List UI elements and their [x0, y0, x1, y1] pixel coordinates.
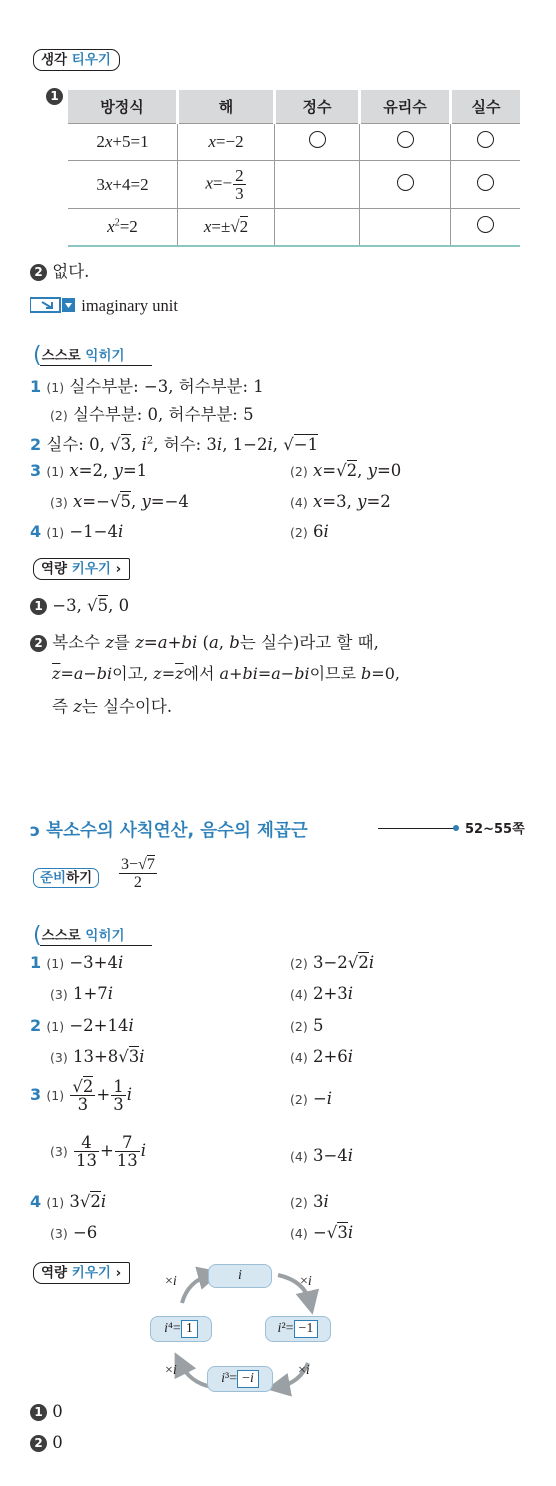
s2-answer-2-2: (2) 5 — [290, 1016, 324, 1035]
answer-3-3: (3) x=−√5, y=−4 — [50, 492, 189, 511]
s2-answer-3-4: (4) 3−4i — [290, 1146, 354, 1165]
ready-answer: $\frac{3-√7}{2}$ — [121, 856, 155, 891]
table-cell — [275, 209, 360, 247]
table-row — [68, 209, 520, 247]
self-practice-label-2: (스스로 익히기 — [33, 923, 125, 948]
underline-rule — [40, 945, 152, 946]
cycle-bottom: i³= −i — [207, 1366, 273, 1392]
title-rule — [378, 828, 454, 829]
s2-answer-1-3: (3) 1+7i — [50, 984, 114, 1003]
s2-answer-3-3: (3) $\frac{4}{13}$ + $\frac{7}{13}$ i — [50, 1133, 147, 1170]
table-cell — [360, 209, 451, 247]
s2-answer-1: 1 (1) −3+4i — [30, 953, 124, 972]
ability-2-line2: $\overline{z}=a-bi$이고, $z=\overline{z}$에서 a+bi=a−bi이므로 b=0, — [52, 664, 400, 683]
ability-2: 2 복소수 z를 z=a+bi (a, b는 실수)라고 할 때, — [30, 629, 379, 653]
cycle-top: i — [208, 1264, 272, 1288]
s2-answer-3: 3 (1) $\frac{√2}{3}$ + $\frac{1}{3}$ i — [30, 1077, 132, 1114]
imaginary-unit-line: imaginary unit — [30, 296, 178, 316]
ability-label-2: 역량 키우기 › — [33, 1262, 130, 1284]
cycle-left: i⁴= 1 — [150, 1316, 212, 1342]
page-range: 52~55쪽 — [465, 822, 525, 837]
mult-label-tl: ×i — [165, 1274, 177, 1289]
table-cell — [451, 124, 521, 161]
s2-answer-4: 4 (1) 3√2i — [30, 1192, 107, 1211]
s2-answer-4-2: (2) 3i — [290, 1192, 329, 1211]
classification-table — [68, 90, 520, 247]
table-header: 해 — [178, 90, 275, 124]
mult-label-br: ×i — [298, 1363, 310, 1378]
item-2: 2 없다. — [30, 258, 89, 282]
ability-label: 역량 키우기 › — [33, 558, 130, 580]
self-practice-label: (스스로 익히기 — [33, 343, 125, 368]
s2-answer-2: 2 (1) −2+14i — [30, 1016, 134, 1035]
pointer-icon — [30, 297, 76, 313]
s2-answer-4-3: (3) −6 — [50, 1223, 98, 1242]
section-icon: ᴐ — [30, 821, 41, 841]
ready-label: 준비하기 — [33, 868, 99, 888]
table-cell — [275, 124, 360, 161]
answer-2: 2 실수: 0, √3, $i^2$, 허수: 3i, 1−2i, √−1 — [30, 435, 319, 454]
table-cell — [451, 209, 521, 247]
answer-1: 1 (1) 실수부분: −3, 허수부분: 1 — [30, 377, 264, 396]
s2-answer-4-4: (4) −√3i — [290, 1223, 354, 1242]
table-cell: x=− $\frac{2}{3}$ — [178, 161, 275, 209]
s2-answer-2-4: (4) 2+6i — [290, 1047, 354, 1066]
answer-3: 3 (1) x=2, y=1 — [30, 461, 148, 480]
table-cell: 2x+5=1 — [68, 124, 178, 161]
table-header: 방정식 — [68, 90, 178, 124]
s2-ability-2: 2 0 — [30, 1433, 63, 1452]
answer-4: 4 (1) −1−4i — [30, 522, 124, 541]
table-cell: x=±√2 — [178, 209, 275, 247]
table-row — [68, 161, 520, 209]
ability-1: 1 −3, √5, 0 — [30, 596, 129, 615]
table-cell: $x^2=2$ — [68, 209, 178, 247]
table-row — [68, 124, 520, 161]
table-cell: x=−2 — [178, 124, 275, 161]
table-header: 실수 — [451, 90, 521, 124]
cycle-right: i²= −1 — [265, 1316, 331, 1342]
table-header: 유리수 — [360, 90, 451, 124]
s2-answer-1-2: (2) 3−2√2i — [290, 953, 375, 972]
underline-rule — [40, 365, 152, 366]
s2-answer-3-2: (2) −i — [290, 1089, 333, 1108]
answer-4-2: (2) 6i — [290, 522, 329, 541]
ability-2-line3: 즉 z는 실수이다. — [52, 697, 173, 716]
table-cell — [360, 124, 451, 161]
table-header: 정수 — [275, 90, 360, 124]
title-dot — [453, 825, 459, 831]
section-title: ᴐ 복소수의 사칙연산, 음수의 제곱근 — [30, 821, 308, 841]
item-marker-1: 1 — [46, 88, 63, 105]
table-cell — [275, 161, 360, 209]
think-label: 생각 티우기 — [33, 49, 120, 71]
table-cell — [451, 161, 521, 209]
table-cell: 3x+4=2 — [68, 161, 178, 209]
s2-answer-2-3: (3) 13+8√3i — [50, 1047, 145, 1066]
s2-answer-1-4: (4) 2+3i — [290, 984, 354, 1003]
mult-label-tr: ×i — [300, 1274, 312, 1289]
answer-3-2: (2) x=√2, y=0 — [290, 461, 402, 480]
s2-ability-1: 1 0 — [30, 1402, 63, 1421]
mult-label-bl: ×i — [165, 1363, 177, 1378]
answer-3-4: (4) x=3, y=2 — [290, 492, 391, 511]
answer-1-2: (2) 실수부분: 0, 허수부분: 5 — [50, 405, 254, 424]
table-cell — [360, 161, 451, 209]
